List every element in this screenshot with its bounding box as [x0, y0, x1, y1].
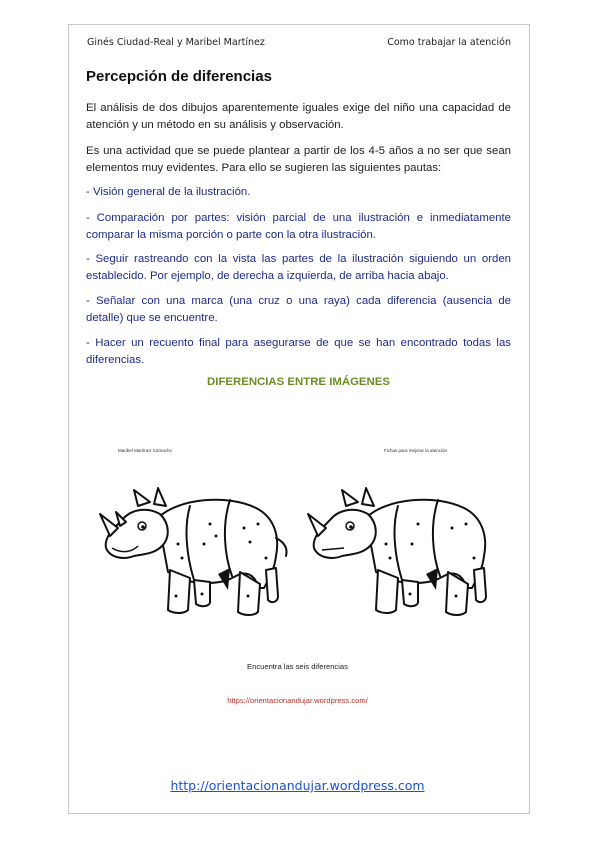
- worksheet-title: DIFERENCIAS ENTRE IMÁGENES: [207, 376, 390, 388]
- age-paragraph: Es una actividad que se puede plantear a partir de los 4-5 años a no ser que sean elementos muy evidentes. Para ello se sugieren las siguientes pautas:: [86, 145, 511, 174]
- rhino-illustration-left: [98, 484, 298, 624]
- intro-paragraph: El análisis de dos dibujos aparentemente iguales exige del niño una capacidad de atención y un método en su análisis y observación.: [86, 102, 511, 131]
- guideline-item: - Comparación por partes: visión parcial de una ilustración e inmediatamente comparar la misma porción o parte con la otra ilustración.: [86, 212, 511, 241]
- header-authors: Ginés Ciudad-Real y Maribel Martínez: [87, 37, 265, 48]
- worksheet-author: Maribel Martínez Camacho: [118, 448, 173, 453]
- guideline-item: - Visión general de la ilustración.: [86, 186, 251, 198]
- worksheet-series: Fichas para mejorar la atención: [384, 448, 448, 453]
- section-heading: Percepción de diferencias: [86, 68, 272, 85]
- header-book-title: Como trabajar la atención: [387, 37, 511, 48]
- guideline-item: - Seguir rastreando con la vista las partes de la ilustración siguiendo un orden establecido. Por ejemplo, de derecha a izquierda, de arriba hacia abajo.: [86, 253, 511, 282]
- guideline-item: - Señalar con una marca (una cruz o una raya) cada diferencia (ausencia de detalle) que se encuentre.: [86, 295, 511, 324]
- worksheet-instruction: Encuentra las seis diferencias: [247, 662, 348, 671]
- footer-website-link[interactable]: http://orientacionandujar.wordpress.com: [170, 778, 425, 793]
- worksheet-url: https://orientacionandujar.wordpress.com/: [227, 696, 368, 705]
- rhino-illustration-right: [306, 484, 506, 624]
- guideline-item: - Hacer un recuento final para asegurarse de que se han encontrado todas las diferencias.: [86, 337, 511, 366]
